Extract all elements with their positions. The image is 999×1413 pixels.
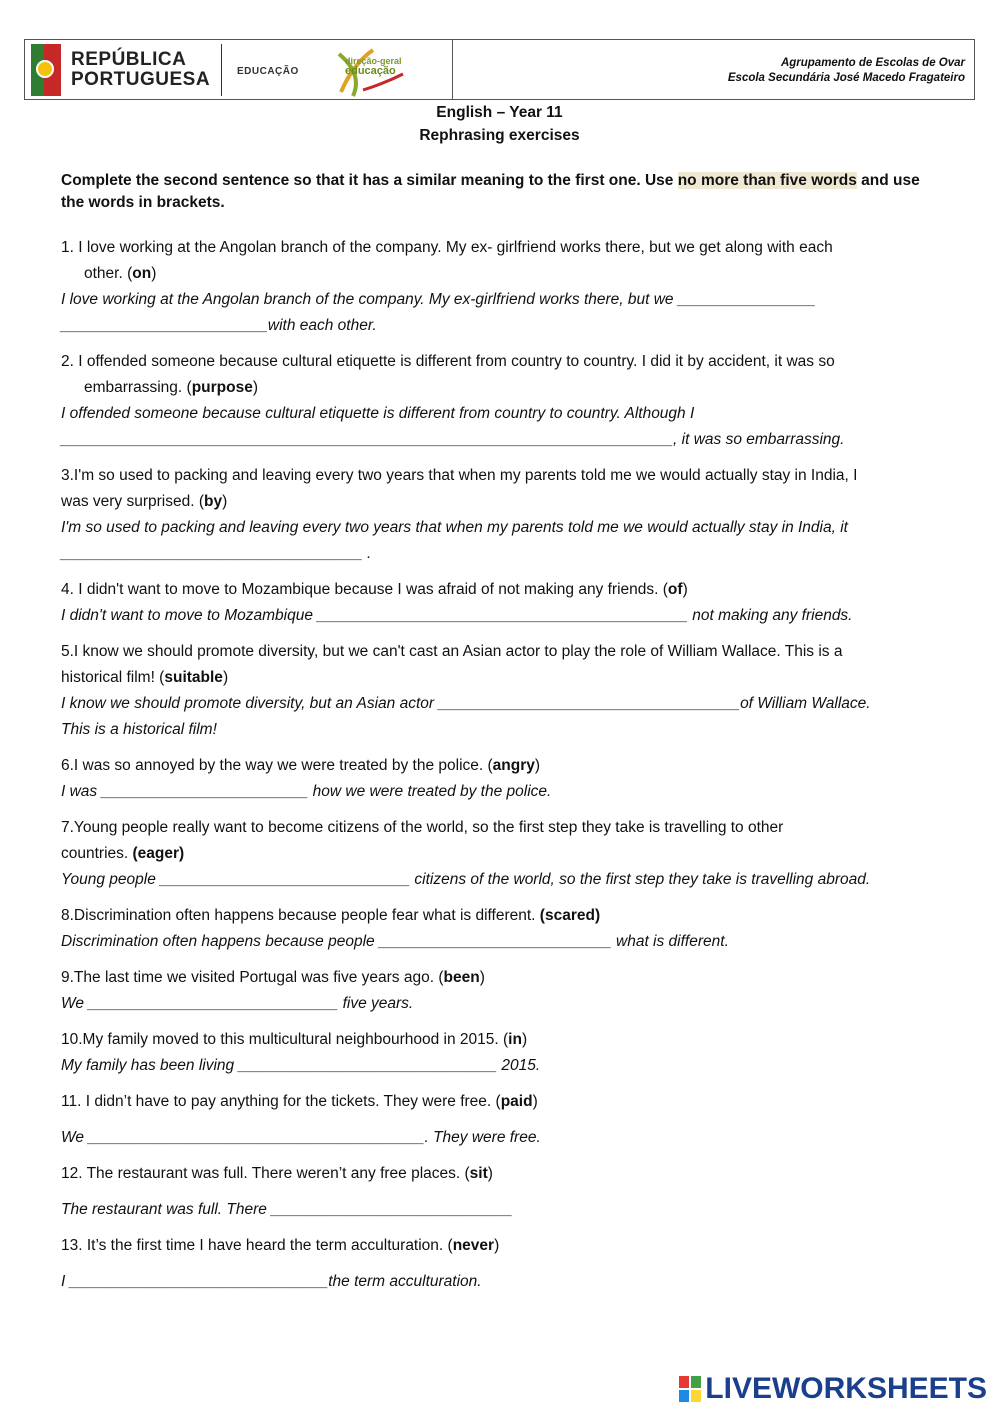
q10-keyword: in	[508, 1031, 522, 1048]
q6-keyword: angry	[492, 757, 535, 774]
worksheet-title: English – Year 11	[436, 104, 563, 121]
q3-text-line-2: was very surprised. (by)	[61, 493, 228, 510]
q3-keyword: by	[203, 493, 223, 510]
flag-icon	[31, 44, 61, 96]
q9-text: 9.The last time we visited Portugal was five years ago. (been)	[61, 969, 485, 986]
q3-answer-line-1: I'm so used to packing and leaving every two years that when my parents told me we would actually stay in India, it	[61, 519, 848, 536]
highlight-limit: no more than five words	[677, 172, 857, 189]
ministry-label: EDUCAÇÃO	[237, 66, 299, 77]
q3-answer-line-2[interactable]: ___________________________________ .	[61, 545, 372, 562]
q12-keyword: sit	[469, 1165, 488, 1182]
q11-text: 11. I didn’t have to pay anything for the tickets. They were free. (paid)	[61, 1093, 538, 1110]
q6-text: 6.I was so annoyed by the way we were treated by the police. (angry)	[61, 757, 541, 774]
q1-text-line-1: 1. I love working at the Angolan branch of the company. My ex- girlfriend works there, but we get along with each	[61, 239, 833, 256]
q5-answer-line-1[interactable]: I know we should promote diversity, but an Asian actor ___________________________________of William Wallace.	[61, 695, 871, 712]
q5-keyword: suitable	[164, 669, 223, 686]
q5-text-line-1: 5.I know we should promote diversity, but we can't cast an Asian actor to play the role of William Wallace. This is a	[61, 643, 843, 660]
q7-text-line-2: countries. (eager)	[61, 845, 185, 862]
q1-keyword: on	[132, 265, 152, 282]
q10-answer[interactable]: My family has been living ______________________________ 2015.	[61, 1057, 541, 1074]
q2-text-line-1: 2. I offended someone because cultural etiquette is different from country to country. I did it by accident, it was so	[61, 353, 835, 370]
q9-answer[interactable]: We _____________________________ five years.	[61, 995, 414, 1012]
school-group: Agrupamento de Escolas de Ovar	[780, 57, 965, 69]
liveworksheets-icon	[679, 1376, 701, 1402]
q2-answer-line-1: I offended someone because cultural etiquette is different from country to country. Although I	[61, 405, 695, 422]
q4-keyword: of	[667, 581, 683, 598]
q6-answer[interactable]: I was ________________________ how we were treated by the police.	[61, 783, 552, 800]
q7-keyword: (eager)	[132, 845, 185, 862]
q4-text: 4. I didn't want to move to Mozambique because I was afraid of not making any friends. (of)	[61, 581, 688, 598]
q9-keyword: been	[443, 969, 480, 986]
q2-keyword: purpose	[191, 379, 253, 396]
gov-name-line-2: PORTUGUESA	[71, 69, 211, 90]
q7-text-line-1: 7.Young people really want to become citizens of the world, so the first step they take is travelling to other	[61, 819, 784, 836]
instructions: Complete the second sentence so that it has a similar meaning to the first one. Use no more than five words and use the words in brackets.	[61, 172, 920, 211]
q11-keyword: paid	[500, 1093, 533, 1110]
q1-text-line-2: other. (on)	[84, 265, 157, 282]
q2-answer-line-2[interactable]: _______________________________________________________________________, it was so embarrassing.	[61, 431, 845, 448]
q8-answer[interactable]: Discrimination often happens because people ___________________________ what is different.	[61, 933, 729, 950]
q3-text-line-1: 3.I'm so used to packing and leaving every two years that when my parents told me we would actually stay in India, I	[61, 467, 858, 484]
q12-answer[interactable]: The restaurant was full. There ____________________________	[61, 1201, 513, 1218]
liveworksheets-logo	[679, 1372, 987, 1406]
q13-keyword: never	[452, 1237, 495, 1254]
q13-answer[interactable]: I ______________________________the term acculturation.	[61, 1273, 482, 1290]
q8-keyword: (scared)	[539, 907, 601, 924]
school-name: Escola Secundária José Macedo Fragateiro	[727, 72, 965, 84]
republica-portuguesa-logo	[31, 44, 210, 96]
dge-line-2: educação	[345, 65, 396, 77]
liveworksheets-brand: LIVEWORKSHEETS	[705, 1372, 987, 1405]
q13-text: 13. It’s the first time I have heard the term acculturation. (never)	[61, 1237, 500, 1254]
gov-name-line-1: REPÚBLICA	[71, 49, 187, 70]
document-header	[24, 39, 975, 100]
q4-answer[interactable]: I didn't want to move to Mozambique ___________________________________________ not making any friends.	[61, 607, 853, 624]
q1-answer-line-1[interactable]: I love working at the Angolan branch of the company. My ex-girlfriend works there, but we ________________	[61, 291, 816, 308]
q7-answer[interactable]: Young people _____________________________ citizens of the world, so the first step they take is travelling abroad.	[61, 871, 871, 888]
q10-text: 10.My family moved to this multicultural neighbourhood in 2015. (in)	[61, 1031, 528, 1048]
q8-text: 8.Discrimination often happens because people fear what is different. (scared)	[61, 907, 601, 924]
q12-text: 12. The restaurant was full. There weren’t any free places. (sit)	[61, 1165, 493, 1182]
q5-text-line-2: historical film! (suitable)	[61, 669, 229, 686]
worksheet-subtitle: Rephrasing exercises	[419, 127, 580, 144]
q5-answer-line-2: This is a historical film!	[61, 721, 217, 738]
q1-answer-line-2[interactable]: ________________________with each other.	[61, 317, 377, 334]
dge-line-1: direção-geral	[345, 56, 402, 66]
q2-text-line-2: embarrassing. (purpose)	[84, 379, 259, 396]
q11-answer[interactable]: We _______________________________________. They were free.	[61, 1129, 541, 1146]
dge-logo	[333, 44, 405, 98]
